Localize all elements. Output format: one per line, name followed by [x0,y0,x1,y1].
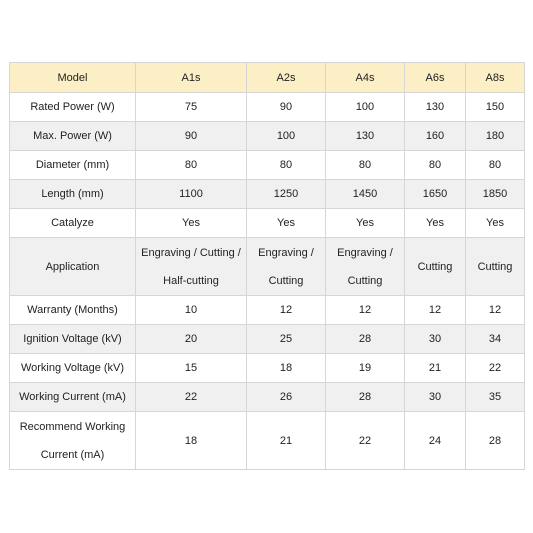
table-cell: 1850 [466,180,525,209]
table-row [10,296,525,325]
table-cell: 35 [466,383,525,412]
table-cell: 24 [405,412,466,470]
table-cell: 22 [136,383,247,412]
table-cell: 18 [136,412,247,470]
table-cell: Yes [326,209,405,238]
table-cell: Cutting [405,238,466,296]
table-cell: Yes [405,209,466,238]
table-row [10,238,525,296]
table-cell: 30 [405,325,466,354]
table-cell: 22 [326,412,405,470]
table-cell: 25 [247,325,326,354]
row-label: Application [10,238,136,296]
table-cell: Engraving / Cutting / Half-cutting [136,238,247,296]
table-cell: 12 [466,296,525,325]
row-label: Rated Power (W) [10,93,136,122]
table-cell: 100 [326,93,405,122]
table-cell: 18 [247,354,326,383]
table-cell: 28 [326,383,405,412]
table-cell: 1250 [247,180,326,209]
table-cell: 160 [405,122,466,151]
table-cell: 28 [326,325,405,354]
row-label: Catalyze [10,209,136,238]
table-cell: 10 [136,296,247,325]
table-cell: 90 [247,93,326,122]
table-row [10,93,525,122]
table-cell: 12 [247,296,326,325]
table-cell: 22 [466,354,525,383]
table-row [10,209,525,238]
header-a6s: A6s [405,63,466,93]
row-label: Working Voltage (kV) [10,354,136,383]
header-a4s: A4s [326,63,405,93]
table-header-row [10,63,525,93]
row-label: Ignition Voltage (kV) [10,325,136,354]
table-cell: Yes [247,209,326,238]
row-label: Recommend Working Current (mA) [10,412,136,470]
table-cell: Yes [136,209,247,238]
table-cell: Cutting [466,238,525,296]
table-cell: 130 [405,93,466,122]
table-cell: Engraving / Cutting [247,238,326,296]
header-a2s: A2s [247,63,326,93]
table-cell: 1100 [136,180,247,209]
table-cell: 80 [136,151,247,180]
header-model: Model [10,63,136,93]
table-row [10,325,525,354]
row-label: Diameter (mm) [10,151,136,180]
table-cell: 15 [136,354,247,383]
table-cell: 100 [247,122,326,151]
table-cell: 1450 [326,180,405,209]
table-cell: 21 [247,412,326,470]
table-cell: 12 [405,296,466,325]
table-cell: 28 [466,412,525,470]
table-cell: 180 [466,122,525,151]
table-cell: 80 [466,151,525,180]
table-row [10,383,525,412]
table-cell: Yes [466,209,525,238]
table-cell: 34 [466,325,525,354]
table-cell: 80 [326,151,405,180]
table-cell: 1650 [405,180,466,209]
table-row [10,151,525,180]
header-a1s: A1s [136,63,247,93]
table-cell: 30 [405,383,466,412]
table-cell: 21 [405,354,466,383]
row-label: Warranty (Months) [10,296,136,325]
table-row [10,354,525,383]
table-row [10,122,525,151]
table-cell: 75 [136,93,247,122]
row-label: Max. Power (W) [10,122,136,151]
table-cell: 130 [326,122,405,151]
table-cell: 26 [247,383,326,412]
table-row [10,412,525,470]
table-cell: 80 [405,151,466,180]
spec-table [9,62,525,470]
table-cell: 19 [326,354,405,383]
table-row [10,180,525,209]
table-cell: Engraving / Cutting [326,238,405,296]
table-cell: 150 [466,93,525,122]
header-a8s: A8s [466,63,525,93]
table-cell: 90 [136,122,247,151]
row-label: Working Current (mA) [10,383,136,412]
table-cell: 12 [326,296,405,325]
row-label: Length (mm) [10,180,136,209]
table-cell: 20 [136,325,247,354]
table-cell: 80 [247,151,326,180]
